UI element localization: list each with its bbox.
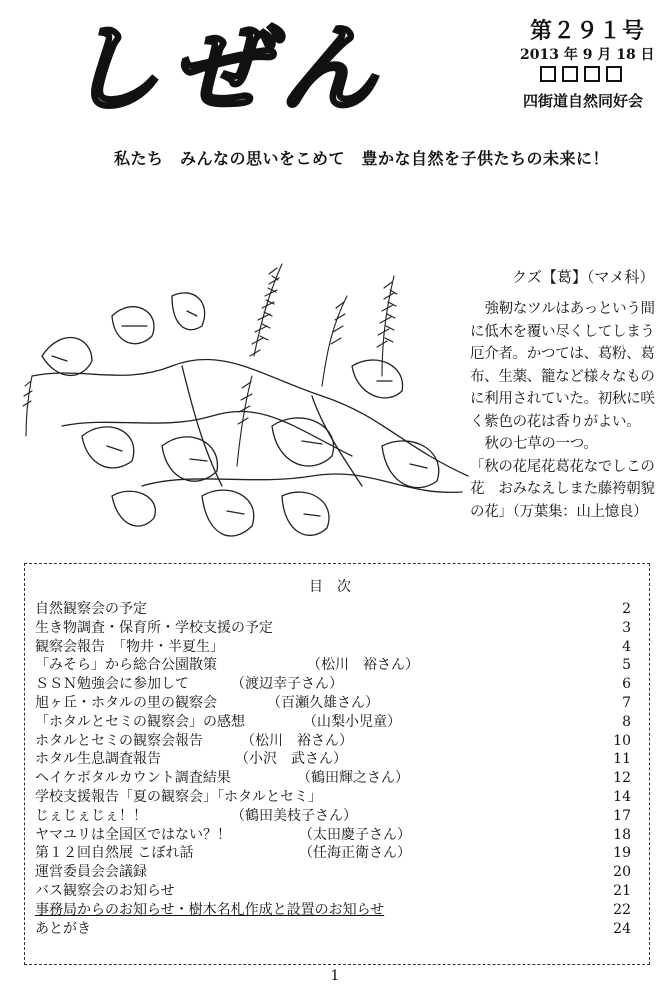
toc-item[interactable] [35, 656, 639, 675]
feature-line: 厄介者。かつては、葛粉、葛 [470, 346, 655, 362]
toc-item-author: （鶴田美枝子さん） [231, 807, 357, 824]
blank-boxes [540, 66, 622, 82]
table-of-contents [24, 563, 650, 965]
feature-line: 布、生薬、籠など様々なもの [470, 368, 655, 385]
toc-item-title: バス観察会のお知らせ [35, 882, 175, 899]
toc-item-author: （小沢 武さん） [235, 751, 347, 768]
toc-item-title: 運営委員会会議録 [35, 864, 147, 881]
feature-line: に利用されていた。初秋に咲 [470, 391, 655, 407]
toc-item-page: 5 [622, 657, 631, 674]
feature-line: 花 おみなえしまた藤袴朝貌 [470, 481, 655, 497]
issue-number: 第２９１号 [530, 18, 646, 44]
toc-item-title: 学校支援報告「夏の観察会」「ホタルとセミ」 [35, 788, 322, 805]
toc-item-title: ヤマユリは全国区ではない？！ [35, 826, 231, 843]
feature-title: クズ【葛】（マメ科） [512, 268, 655, 286]
toc-item-title: 生き物調査・保育所・学校支援の予定 [35, 619, 273, 636]
toc-item[interactable] [35, 619, 639, 638]
kudzu-illustration [22, 256, 470, 552]
toc-item-page: 7 [622, 694, 631, 711]
toc-item[interactable] [35, 920, 639, 939]
toc-item-title: ヘイケボタルカウント調査結果 [35, 770, 231, 787]
toc-item-author: （鶴田輝之さん） [297, 770, 409, 787]
toc-item-page: 8 [622, 713, 631, 730]
toc-item-author: （松川 裕さん） [241, 732, 353, 749]
toc-item[interactable] [35, 750, 639, 769]
toc-item-page: 4 [622, 638, 631, 655]
feature-line: く紫色の花は香りがよい。 [470, 413, 641, 430]
page-number: 1 [330, 968, 340, 984]
feature-line: 秋の七草の一つ。 [484, 436, 598, 452]
toc-item-page: 14 [613, 788, 631, 805]
issue-date: 2013 年 9 月 18 日 [520, 47, 655, 63]
toc-item-page: 18 [613, 826, 631, 843]
toc-item-author: （太田慶子さん） [299, 826, 411, 843]
toc-item-title: 第１２回自然展 こぼれ話 [35, 845, 194, 862]
toc-item-title: 「ホタルとセミの観察会」の感想 [35, 713, 245, 730]
toc-item-title: 「みそら」から総合公園散策 [35, 657, 217, 674]
toc-item[interactable] [35, 788, 639, 807]
toc-item-page: 21 [613, 882, 631, 899]
toc-list [35, 600, 639, 938]
toc-item[interactable] [35, 844, 639, 863]
toc-item-page: 22 [613, 901, 631, 918]
slogan: 私たち みんなの思いをこめて 豊かな自然を子供たちの未来に！ [114, 149, 610, 168]
toc-item-page: 11 [613, 751, 631, 768]
toc-item[interactable] [35, 600, 639, 619]
toc-item[interactable] [35, 713, 639, 732]
toc-item[interactable] [35, 732, 639, 751]
club-name: 四街道自然同好会 [523, 92, 644, 110]
toc-item-page: 2 [622, 601, 631, 617]
toc-item[interactable] [35, 694, 639, 713]
feature-line: 強靭なツルはあっという間 [484, 301, 655, 317]
toc-item-page: 12 [613, 770, 631, 787]
toc-item-page: 20 [613, 864, 631, 881]
toc-item-page: 6 [622, 676, 631, 693]
toc-item-title: じぇじぇじぇ！！ [35, 807, 147, 824]
toc-item-title: あとがき [35, 920, 91, 937]
newsletter-logo [62, 2, 382, 122]
toc-item[interactable] [35, 901, 639, 920]
toc-item-title: 自然観察会の予定 [35, 601, 147, 617]
toc-item[interactable] [35, 863, 639, 882]
toc-item-title: 観察会報告 「物井・半夏生」 [35, 638, 224, 655]
toc-item-title: ホタルとセミの観察会報告 [35, 732, 203, 749]
toc-item-author: （渡辺幸子さん） [231, 676, 343, 693]
toc-item[interactable] [35, 807, 639, 826]
feature-line: の花」（万葉集：山上憶良） [470, 503, 648, 520]
toc-item-page: 19 [613, 845, 631, 862]
logo-text: しぜん [64, 13, 376, 122]
toc-item[interactable] [35, 675, 639, 694]
feature-description [470, 298, 658, 523]
toc-item-title: ホタル生息調査報告 [35, 751, 161, 768]
toc-item[interactable] [35, 826, 639, 845]
toc-item-title: ＳＳＮ勉強会に参加して [35, 676, 189, 693]
toc-item-title: 事務局からのお知らせ・樹木名札作成と設置のお知らせ [35, 901, 385, 918]
toc-item[interactable] [35, 882, 639, 901]
feature-line: に低木を覆い尽くしてしまう [470, 323, 655, 340]
toc-item-author: （任海正衛さん） [299, 845, 411, 862]
toc-item-author: （山梨小児童） [303, 713, 401, 730]
feature-line: 「秋の花尾花葛花なでしこの [470, 458, 655, 475]
toc-item-author: （松川 裕さん） [307, 657, 419, 674]
toc-heading: 目次 [309, 579, 365, 595]
toc-item[interactable] [35, 638, 639, 657]
toc-item-page: 24 [613, 920, 631, 937]
toc-item-page: 17 [613, 807, 631, 824]
toc-item-author: （百瀬久雄さん） [267, 694, 379, 711]
toc-item[interactable] [35, 769, 639, 788]
toc-item-page: 3 [622, 619, 631, 636]
toc-item-page: 10 [613, 732, 631, 749]
toc-item-title: 旭ヶ丘・ホタルの里の観察会 [35, 694, 217, 711]
